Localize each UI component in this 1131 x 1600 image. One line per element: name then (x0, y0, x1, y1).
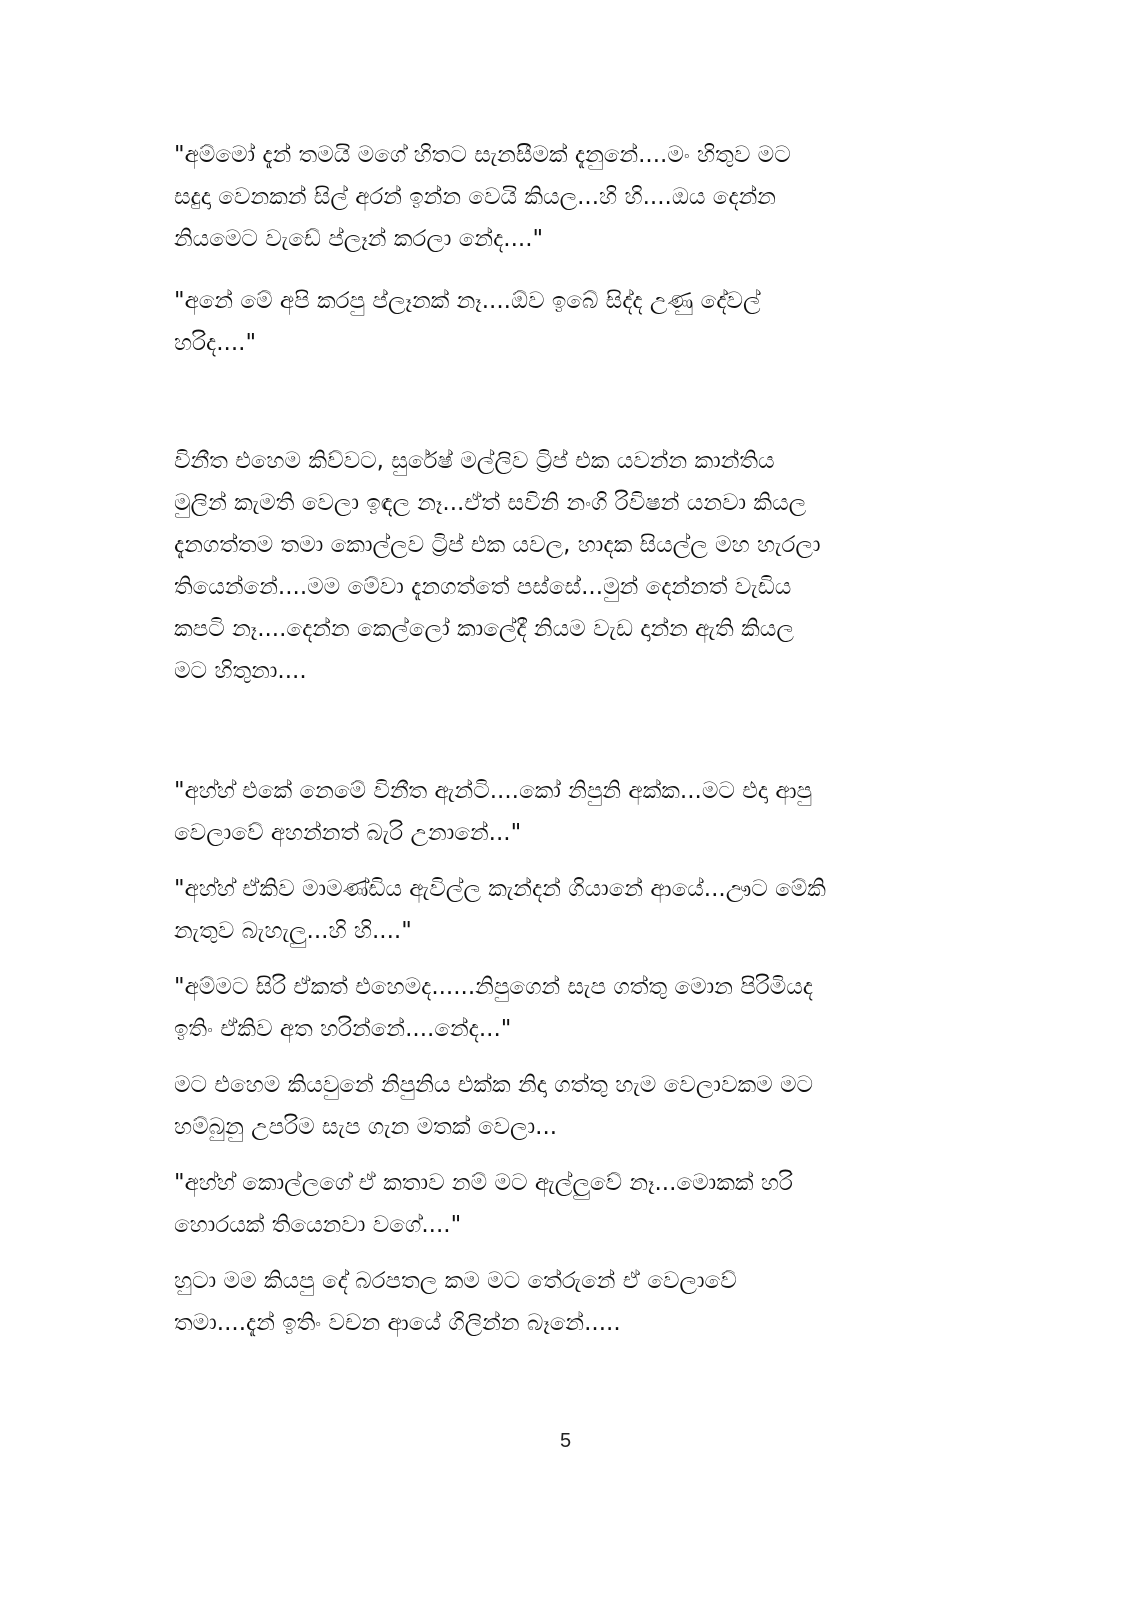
paragraph-line: විනීත එහෙම කිව්වට, සුරේෂ් මල්ලිව ට්‍රිප් එක යවන්න කාන්තිය (174, 448, 775, 474)
paragraph-3 (174, 440, 964, 692)
paragraph-9 (174, 1260, 964, 1344)
paragraph-line: නැතුව බැහැලු...හි හි...." (174, 918, 412, 944)
paragraph-line: වෙලාවේ අහන්නත් බැරි උනානේ..." (174, 820, 522, 846)
paragraph-line: හරිද...." (174, 330, 257, 356)
paragraph-line: තමා....දැන් ඉතිං වචන ආයේ ගිලින්න බෑනේ..... (174, 1310, 621, 1336)
paragraph-line: නියමෙට වැඩේ ප්ලෑන් කරලා නේද...." (174, 226, 544, 252)
paragraph-8 (174, 1162, 964, 1246)
paragraph-line: "අහ්හ් එකේ නෙමේ විනීත ඇන්ටි....කෝ නිපුනි අක්ක...මට එදා ආපු (174, 778, 813, 804)
paragraph-line: "අහ්හ් කොල්ලගේ ඒ කතාව නම් මට ඇල්ලුවේ නෑ...මොකක් හරි (174, 1170, 793, 1196)
paragraph-line: හම්බුනු උපරිම සැප ගැන මතක් වෙලා... (174, 1114, 558, 1140)
paragraph-line: මුලින් කැමති වෙලා ඉඳල නෑ...ඒත් සවිනි නංගි රිවිෂන් යනවා කියල (174, 490, 807, 516)
paragraph-6 (174, 966, 964, 1050)
paragraph-line: මට හිතුනා.... (174, 658, 307, 684)
paragraph-line: හොරයක් තියෙනවා වගේ...." (174, 1212, 462, 1238)
paragraph-line: ඉතිං ඒකිව අත හරින්නේ....නේද..." (174, 1016, 512, 1042)
paragraph-1 (174, 134, 964, 260)
paragraph-4 (174, 770, 964, 854)
paragraph-line: "අහ්හ් ඒකිව මාමණ්ඩිය ඇවිල්ල කැන්දන් ගියානේ ආයේ...ඌට මේකි (174, 876, 826, 902)
paragraph-line: හුටා මම කියපු දේ බරපතල කම මට තේරුනේ ඒ වෙලාවේ (174, 1268, 737, 1294)
paragraph-line: මට එහෙම කියවුනේ නිපුනිය එක්ක නිදා ගත්තු හැම වෙලාවකම මට (174, 1072, 814, 1098)
paragraph-line: "අම්මට සිරි ඒකත් එහෙමද......නිපුගෙන් සැප ගත්තු මොන පිරිමියද (174, 974, 813, 1000)
paragraph-line: කපටි නෑ....දෙන්න කෙල්ලෝ කාලේදී නියම වැඩ දාන්න ඇති කියල (174, 616, 794, 642)
paragraph-5 (174, 868, 964, 952)
paragraph-line: සදුදා වෙනකන් සිල් අරන් ඉන්න වෙයි කියල...හි හි....ඔය දෙන්න (174, 184, 776, 210)
paragraph-line: "අම්මෝ දැන් තමයි මගේ හිතට සැනසීමක් දැනුනේ....මං හිතුව මට (174, 142, 791, 168)
page-number: 5 (559, 1430, 572, 1452)
paragraph-2 (174, 280, 964, 364)
paragraph-7 (174, 1064, 964, 1148)
paragraph-line: දැනගත්තම තමා කොල්ලව ට්‍රිප් එක යවල, හාදක සියල්ල මහ හැරලා (174, 532, 821, 558)
paragraph-line: තියෙන්නේ....මම මේවා දැනගත්තේ පස්සේ...මුන් දෙන්නත් වැඩිය (174, 574, 792, 600)
paragraph-line: "අනේ මේ අපි කරපු ප්ලෑනක් නෑ....ඕව ඉබේ සිද්ද උණු දේවල් (174, 288, 761, 314)
